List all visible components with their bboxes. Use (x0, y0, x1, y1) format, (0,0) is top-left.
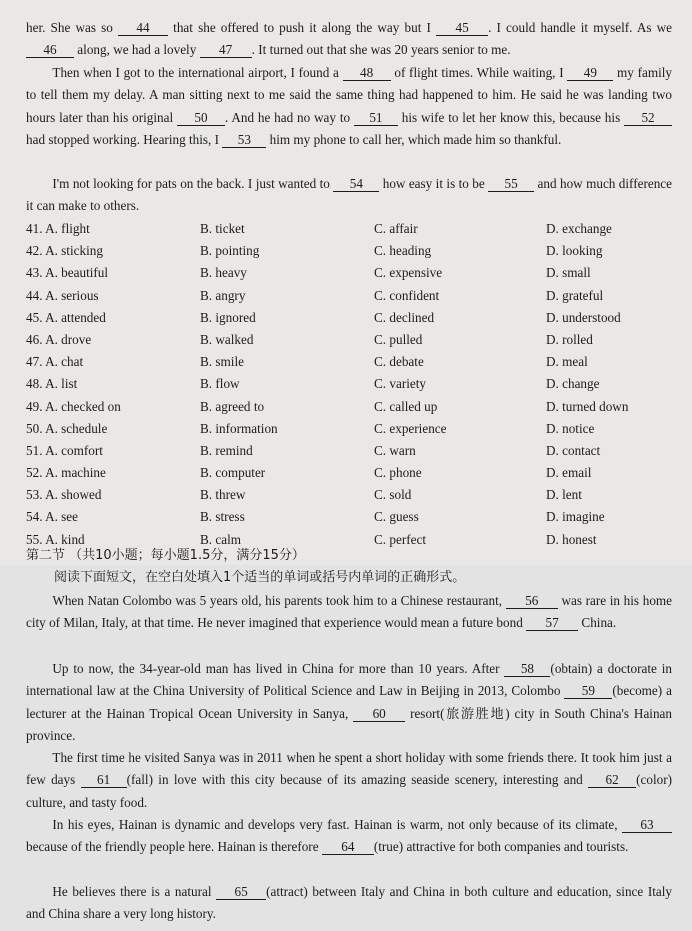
grammar-paragraph-4 (26, 814, 672, 859)
option-a: 44. A. serious (26, 287, 99, 303)
option-b: B. angry (200, 287, 246, 303)
question-row-52 (26, 462, 672, 484)
option-c: C. warn (374, 442, 416, 458)
blank-45: 45 (436, 20, 488, 36)
blank-62: 62 (588, 772, 636, 788)
blank-63: 63 (622, 817, 672, 833)
blank-57: 57 (526, 615, 578, 631)
option-a: 52. A. machine (26, 465, 106, 481)
question-row-42 (26, 240, 672, 262)
option-d: D. grateful (546, 287, 604, 303)
option-d: D. meal (546, 354, 588, 370)
option-d: D. lent (546, 487, 582, 503)
passage-text: (obtain) a doctorate in international law at the China University of Political Science and Law in Beijing in 2013, Colombo (26, 661, 672, 699)
passage-text: . I could handle it myself. As we (488, 20, 673, 35)
blank-47: 47 (200, 42, 252, 58)
question-row-49 (26, 396, 672, 418)
passage-text: and how much difference it can make to others. (26, 176, 672, 214)
passage-text: along, we had a lovely (77, 42, 197, 58)
section-title: 第二节 （共10小题；每小题1.5分，满分15分） (26, 548, 305, 563)
option-b: B. ticket (200, 221, 245, 236)
option-d: D. exchange (546, 221, 612, 236)
blank-48: 48 (343, 65, 391, 81)
blank-59: 59 (564, 683, 612, 699)
option-c: C. phone (374, 465, 422, 481)
question-row-47 (26, 351, 672, 373)
option-b: B. calm (200, 531, 242, 547)
passage-text: . It turned out that she was 20 years senior to me. (251, 42, 511, 58)
passage-text: resort(旅游胜地) city in South China's Hainan province. (26, 705, 673, 743)
option-a: 47. A. chat (26, 354, 84, 370)
option-a: 45. A. attended (26, 309, 106, 325)
cloze-paragraph-3 (26, 173, 672, 218)
passage-text: . And he had no way to (224, 109, 351, 125)
question-row-45 (26, 307, 672, 329)
blank-56: 56 (506, 593, 558, 609)
answer-options (26, 218, 672, 551)
passage-text: her. She was so (26, 20, 113, 35)
passage-text: of flight times. While waiting, I (394, 65, 564, 80)
blank-53: 53 (222, 132, 266, 148)
section-instruction: 阅读下面短文，在空白处填入1个适当的单词或括号内单词的正确形式。 (54, 570, 466, 585)
option-a: 50. A. schedule (26, 420, 108, 436)
blank-64: 64 (322, 839, 374, 855)
option-c: C. perfect (374, 531, 426, 547)
question-row-48 (26, 373, 672, 395)
blank-52: 52 (624, 110, 672, 126)
option-b: B. smile (200, 354, 244, 370)
option-b: B. threw (200, 487, 246, 503)
passage-text: that she offered to push it along the way but I (173, 20, 431, 35)
option-d: D. looking (546, 243, 603, 259)
option-a: 46. A. drove (26, 331, 92, 347)
option-d: D. honest (546, 531, 597, 547)
option-b: B. heavy (200, 265, 247, 281)
question-row-44 (26, 285, 672, 307)
option-c: C. variety (374, 376, 427, 392)
option-c: C. debate (374, 354, 424, 370)
cloze-paragraph-2 (26, 62, 672, 151)
option-c: C. called up (374, 398, 438, 414)
question-row-46 (26, 329, 672, 351)
option-d: D. imagine (546, 509, 605, 525)
option-a: 53. A. showed (26, 487, 102, 503)
question-row-53 (26, 484, 672, 506)
passage-text: Then when I got to the international airport, I found a (52, 65, 339, 80)
blank-65: 65 (216, 884, 266, 900)
grammar-paragraph-5 (26, 881, 672, 926)
blank-51: 51 (354, 110, 398, 126)
option-c: C. declined (374, 309, 435, 325)
option-b: B. pointing (200, 243, 260, 259)
question-row-50 (26, 418, 672, 440)
question-row-51 (26, 440, 672, 462)
passage-text: had stopped working. Hearing this, I (26, 131, 220, 147)
option-a: 54. A. see (26, 509, 79, 525)
passage-text: When Natan Colombo was 5 years old, his parents took him to a Chinese restaurant, (52, 593, 503, 608)
grammar-paragraph-1 (26, 590, 672, 635)
passage-text: my family to tell them my delay. A man sitting next to me said the same thing had happened to him. He said he was landing two hours later than his original (26, 65, 673, 125)
passage-text: (attract) between Italy and China in both culture and education, since Italy and China share a very long history. (26, 884, 673, 922)
option-c: C. expensive (374, 265, 443, 281)
blank-50: 50 (177, 110, 225, 126)
passage-text: (color) culture, and tasty food. (26, 772, 672, 810)
blank-61: 61 (81, 772, 127, 788)
grammar-paragraph-2 (26, 658, 672, 747)
option-b: B. flow (200, 376, 240, 392)
option-b: B. agreed to (200, 398, 265, 414)
option-a: 48. A. list (26, 376, 78, 392)
passage-text: The first time he visited Sanya was in 2011 when he spent a short holiday with some friends there. It took him just a few days (26, 750, 672, 788)
option-d: D. turned down (546, 398, 629, 414)
passage-text: He believes there is a natural (52, 884, 212, 899)
option-d: D. small (546, 265, 591, 281)
cloze-paragraph-1 (26, 17, 672, 62)
option-d: D. email (546, 465, 592, 481)
passage-text: because of the friendly people here. Hainan is therefore (26, 839, 319, 855)
blank-58: 58 (504, 661, 550, 677)
passage-text: In his eyes, Hainan is dynamic and develops very fast. Hainan is warm, not only because of its climate, (52, 817, 618, 832)
option-c: C. pulled (374, 331, 423, 347)
blank-55: 55 (488, 176, 534, 192)
option-d: D. understood (546, 309, 621, 325)
passage-text: China. (581, 615, 617, 631)
option-b: B. ignored (200, 309, 256, 325)
grammar-paragraph-3 (26, 747, 672, 814)
option-a: 42. A. sticking (26, 243, 103, 259)
blank-54: 54 (333, 176, 379, 192)
question-row-43 (26, 262, 672, 284)
passage-text: him my phone to call her, which made him so thankful. (269, 131, 562, 147)
option-c: C. heading (374, 243, 432, 259)
blank-46: 46 (26, 42, 74, 58)
option-b: B. stress (200, 509, 245, 525)
option-a: 51. A. comfort (26, 442, 103, 458)
question-row-54 (26, 506, 672, 528)
option-a: 43. A. beautiful (26, 265, 109, 281)
option-d: D. notice (546, 420, 595, 436)
passage-text: how easy it is to be (382, 176, 485, 191)
passage-text: (fall) in love with this city because of its amazing seaside scenery, interesting and (126, 772, 583, 788)
option-a: 49. A. checked on (26, 398, 121, 414)
passage-text: (true) attractive for both companies and tourists. (373, 839, 629, 855)
option-b: B. remind (200, 442, 253, 458)
option-d: D. change (546, 376, 600, 392)
blank-60: 60 (353, 706, 405, 722)
option-b: B. walked (200, 331, 254, 347)
option-a: 41. A. flight (26, 221, 90, 236)
passage-text: I'm not looking for pats on the back. I just wanted to (52, 176, 330, 191)
blank-44: 44 (118, 20, 168, 36)
option-c: C. sold (374, 487, 412, 503)
option-c: C. confident (374, 287, 440, 303)
question-row-41 (26, 218, 672, 240)
option-a: 55. A. kind (26, 531, 85, 547)
option-c: C. affair (374, 221, 418, 236)
option-b: B. computer (200, 465, 266, 481)
passage-text: Up to now, the 34-year-old man has lived in China for more than 10 years. After (52, 661, 500, 676)
passage-text: was rare in his home city of Milan, Italy, at that time. He never imagined that experience would mean a future bond (26, 593, 673, 631)
passage-text: (become) a lecturer at the Hainan Tropical Ocean University in Sanya, (26, 683, 672, 721)
option-c: C. experience (374, 420, 447, 436)
option-d: D. rolled (546, 331, 593, 347)
passage-text: his wife to let her know this, because his (401, 109, 621, 125)
blank-49: 49 (567, 65, 613, 81)
option-b: B. information (200, 420, 278, 436)
option-d: D. contact (546, 442, 601, 458)
option-c: C. guess (374, 509, 419, 525)
